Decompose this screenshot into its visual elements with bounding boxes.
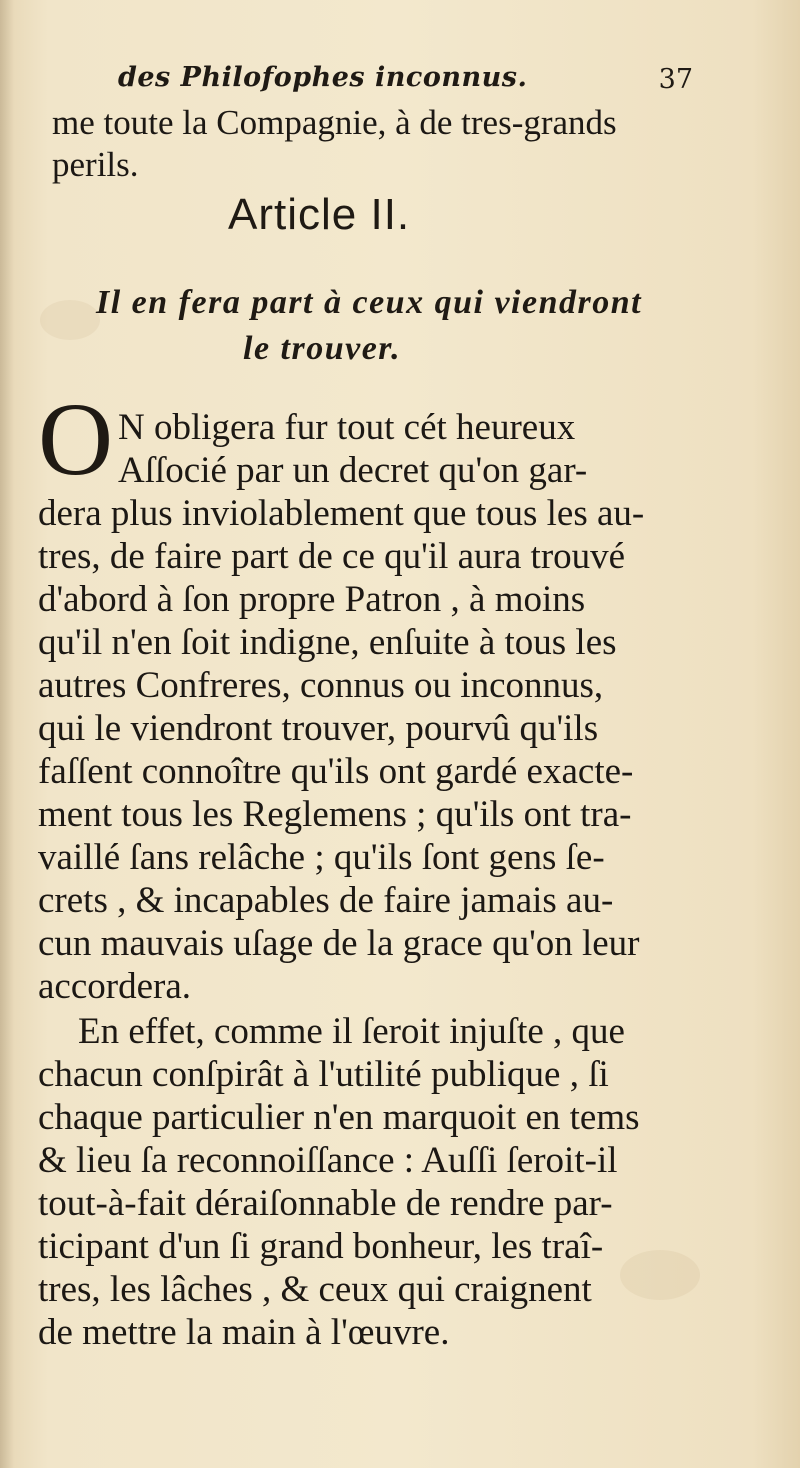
paragraph-line: tres, de faire part de ce qu'il aura trouvé <box>38 536 626 577</box>
article-heading: Article II. <box>228 190 411 239</box>
continuation-line: me toute la Compagnie, à de tres-grands <box>52 103 617 142</box>
paper-stain <box>620 1250 700 1300</box>
paragraph-line: dera plus inviolablement que tous les au- <box>38 493 645 534</box>
paragraph-line: chaque particulier n'en marquoit en tems <box>38 1097 640 1138</box>
paragraph-line: qui le viendront trouver, pourvû qu'ils <box>38 708 599 749</box>
paragraph-line: autres Confreres, connus ou inconnus, <box>38 665 604 706</box>
article-subtitle-line: le trouver. <box>243 330 402 367</box>
paragraph-line: tout-à-fait déraiſonnable de rendre par- <box>38 1183 613 1224</box>
paragraph-line: chacun conſpirât à l'utilité publique , ſi <box>38 1054 609 1095</box>
paragraph-line: ment tous les Reglemens ; qu'ils ont tra- <box>38 794 632 835</box>
running-title: des Philofophes inconnus. <box>118 62 528 93</box>
paragraph-line: & lieu ſa reconnoiſſance : Auſſi ſeroit-il <box>38 1140 618 1181</box>
paragraph-line: crets , & incapables de faire jamais au- <box>38 880 614 921</box>
paragraph-line: tres, les lâches , & ceux qui craignent <box>38 1269 592 1310</box>
paragraph-line: Aſſocié par un decret qu'on gar- <box>118 450 588 491</box>
page-number: 37 <box>658 64 693 95</box>
running-head <box>118 62 693 102</box>
drop-cap: O <box>38 382 114 497</box>
paragraph-line: vaillé ſans relâche ; qu'ils ſont gens ſe- <box>38 837 605 878</box>
paragraph-line: ticipant d'un ſi grand bonheur, les traî- <box>38 1226 604 1267</box>
paragraph-line: qu'il n'en ſoit indigne, enſuite à tous les <box>38 622 617 663</box>
continuation-line: perils. <box>52 145 139 184</box>
paragraph-line: accordera. <box>38 966 192 1007</box>
paragraph-line: N obligera fur tout cét heureux <box>118 407 576 448</box>
article-subtitle-line: Il en fera part à ceux qui viendront <box>96 284 643 321</box>
paragraph-line: de mettre la main à l'œuvre. <box>38 1312 450 1353</box>
paragraph-line: cun mauvais uſage de la grace qu'on leur <box>38 923 640 964</box>
paper-stain <box>40 300 100 340</box>
paragraph-line: En effet, comme il ſeroit injuſte , que <box>78 1011 625 1052</box>
paragraph-line: faſſent connoître qu'ils ont gardé exacte- <box>38 751 634 792</box>
paragraph-line: d'abord à ſon propre Patron , à moins <box>38 579 586 620</box>
